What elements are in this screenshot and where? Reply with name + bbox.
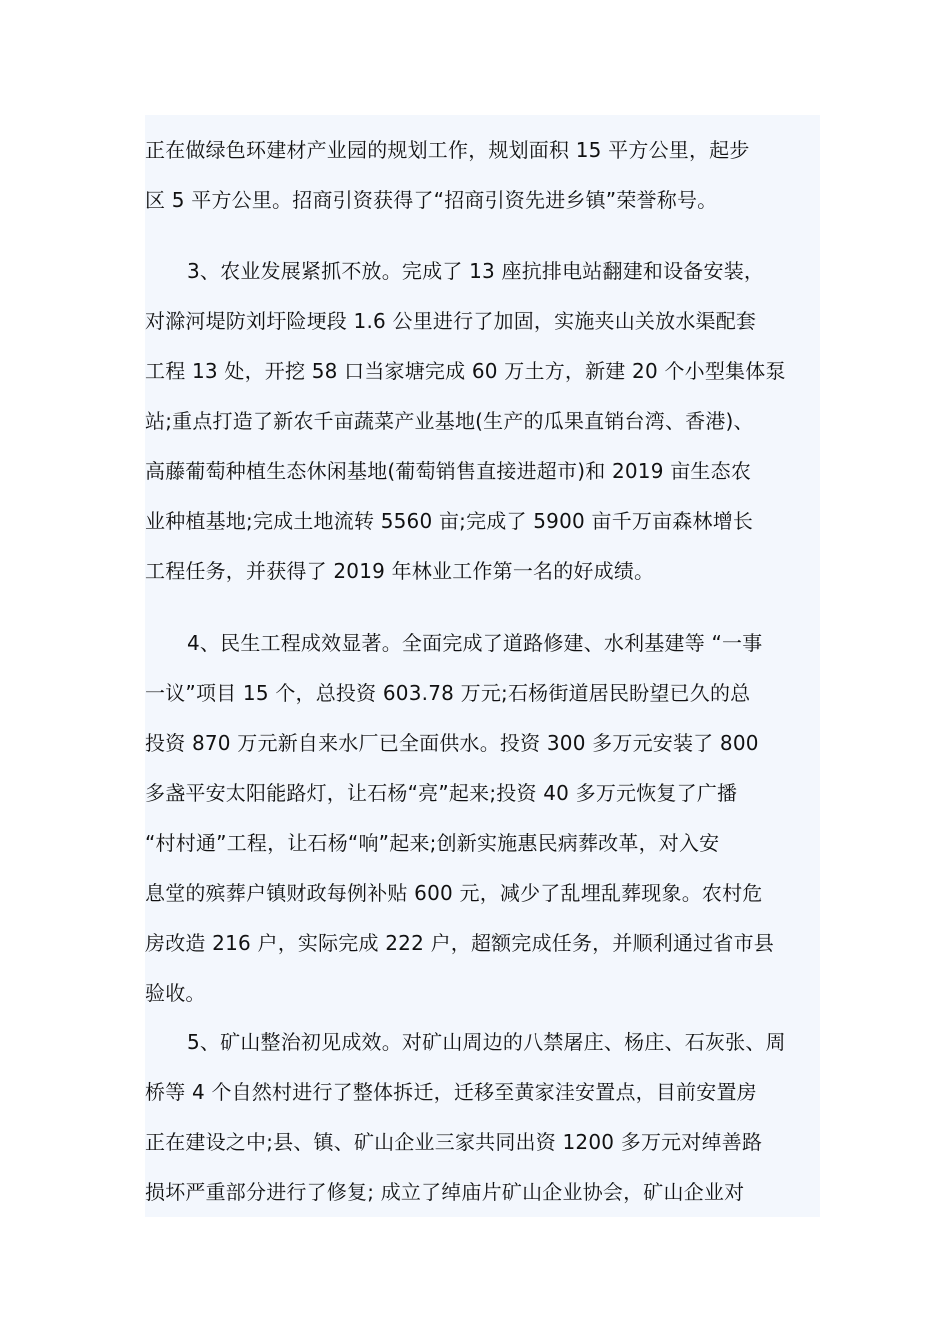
text-line: 区 5 平方公里。招商引资获得了“招商引资先进乡镇”荣誉称号。 xyxy=(145,188,718,212)
text-line: 投资 870 万元新自来水厂已全面供水。投资 300 多万元安装了 800 xyxy=(145,731,759,755)
text-line: 3、农业发展紧抓不放。完成了 13 座抗排电站翻建和设备安装， xyxy=(187,259,765,283)
text-line: 一议”项目 15 个，总投资 603.78 万元;石杨街道居民盼望已久的总 xyxy=(145,681,751,705)
text-line: 工程 13 处，开挖 58 口当家塘完成 60 万土方，新建 20 个小型集体泵 xyxy=(145,359,786,383)
text-line: 桥等 4 个自然村进行了整体拆迁，迁移至黄家洼安置点，目前安置房 xyxy=(145,1080,757,1104)
text-line: 正在做绿色环建材产业园的规划工作，规划面积 15 平方公里，起步 xyxy=(145,138,750,162)
text-line: “村村通”工程，让石杨“响”起来;创新实施惠民病葬改革，对入安 xyxy=(145,831,720,855)
text-line: 验收。 xyxy=(145,981,206,1005)
text-line: 对滁河堤防刘圩险埂段 1.6 公里进行了加固，实施夹山关放水渠配套 xyxy=(145,309,757,333)
text-line: 4、民生工程成效显著。全面完成了道路修建、水利基建等 “一事 xyxy=(187,631,763,655)
text-line: 多盏平安太阳能路灯，让石杨“亮”起来;投资 40 多万元恢复了广播 xyxy=(145,781,738,805)
text-line: 息堂的殡葬户镇财政每例补贴 600 元，减少了乱埋乱葬现象。农村危 xyxy=(145,881,763,905)
text-line: 正在建设之中;县、镇、矿山企业三家共同出资 1200 多万元对绰善路 xyxy=(145,1130,763,1154)
text-line: 房改造 216 户，实际完成 222 户，超额完成任务，并顺利通过省市县 xyxy=(145,931,774,955)
text-line: 5、矿山整治初见成效。对矿山周边的八禁屠庄、杨庄、石灰张、周 xyxy=(187,1030,786,1054)
para-agriculture xyxy=(145,246,820,596)
para-livelihood xyxy=(145,618,820,1018)
text-line: 工程任务，并获得了 2019 年林业工作第一名的好成绩。 xyxy=(145,559,655,583)
para-mining xyxy=(145,1017,820,1217)
text-line: 高藤葡萄种植生态休闲基地(葡萄销售直接进超市)和 2019 亩生态农 xyxy=(145,459,752,483)
para-green-building-park xyxy=(145,125,820,225)
text-line: 损坏严重部分进行了修复; 成立了绰庙片矿山企业协会，矿山企业对 xyxy=(145,1180,745,1204)
text-line: 业种植基地;完成土地流转 5560 亩;完成了 5900 亩千万亩森林增长 xyxy=(145,509,754,533)
text-line: 站;重点打造了新农千亩蔬菜产业基地(生产的瓜果直销台湾、香港)、 xyxy=(145,409,754,433)
